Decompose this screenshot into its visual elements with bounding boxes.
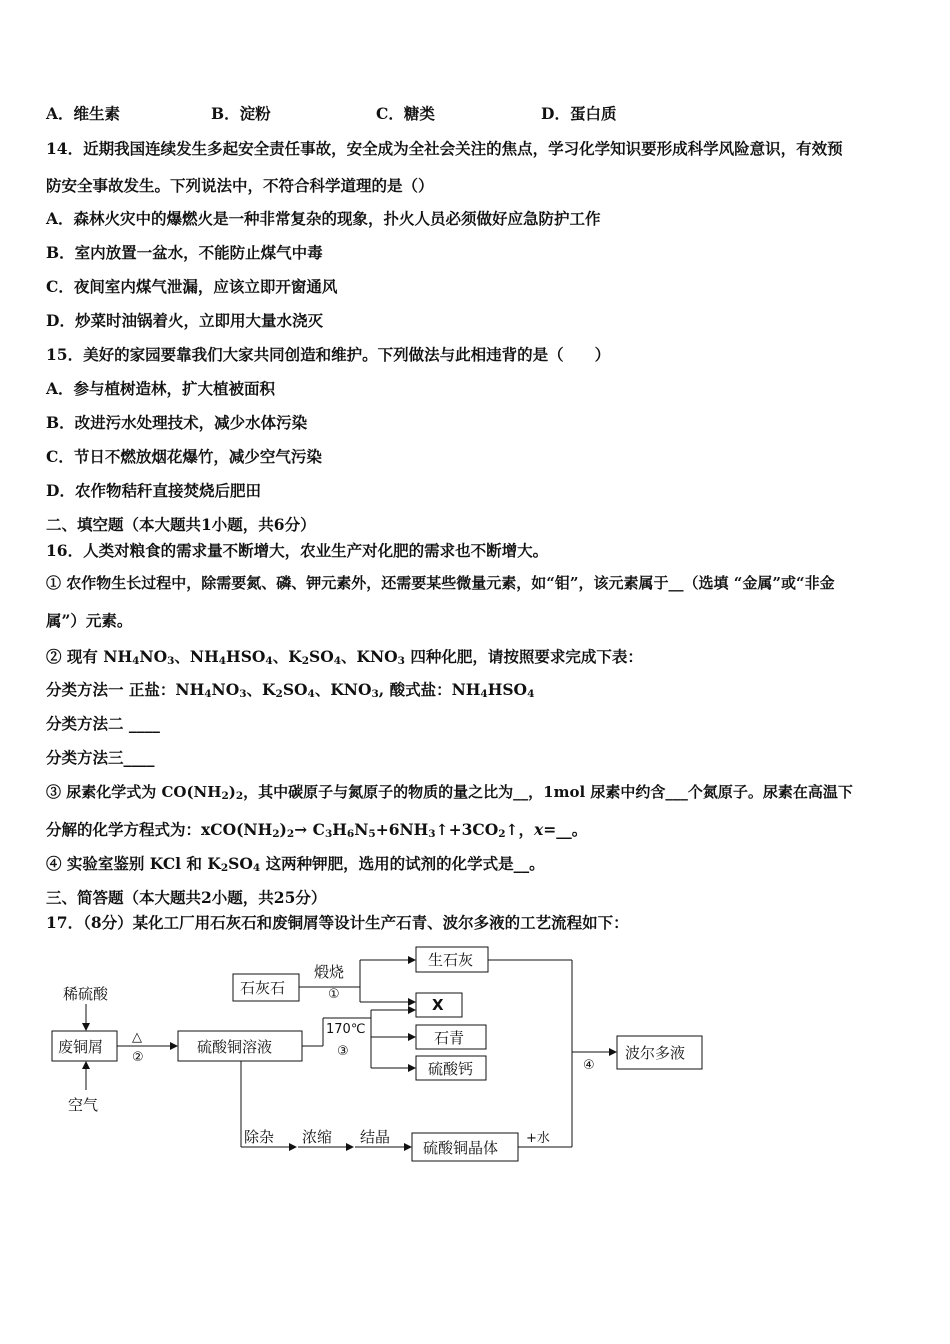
- label-liusuantongjingti: 硫酸铜晶体: [423, 1139, 499, 1157]
- q14-stem-line1: 14．近期我国连续发生多起安全责任事故，安全成为全社会关注的焦点，学习化学知识要形成科学风险意识，有效预: [46, 139, 843, 158]
- q13-option-a: A．维生素: [46, 104, 121, 123]
- label-step2: ②: [132, 1050, 144, 1065]
- label-x: X: [432, 996, 444, 1014]
- q16-part1-line2: 属”）元素。: [46, 611, 133, 630]
- q16-part3-equation: 分解的化学方程式为：xCO(NH2)2→ C3H6N5+6NH3↑+3CO2↑，x=__。: [46, 820, 588, 840]
- label-liusuangai: 硫酸钙: [428, 1060, 474, 1078]
- section-3-heading: 三、简答题（本大题共2小题，共25分）: [46, 888, 327, 907]
- label-shiqing: 石青: [434, 1029, 465, 1047]
- label-shenghuihui: 生石灰: [428, 951, 474, 969]
- q14-option-d: D．炒菜时油锅着火，立即用大量水浇灭: [46, 311, 323, 330]
- label-jiashui: +水: [526, 1131, 550, 1146]
- q15-stem: 15．美好的家园要靠我们大家共同创造和维护。下列做法与此相违背的是（ ）: [46, 345, 611, 364]
- q16-method3: 分类方法三____: [46, 748, 155, 767]
- q16-part4: ④ 实验室鉴别 KCl 和 K2SO4 这两种钾肥，选用的试剂的化学式是__。: [46, 854, 545, 874]
- q15-option-c: C．节日不燃放烟花爆竹，减少空气污染: [46, 447, 322, 466]
- label-delta: △: [132, 1030, 142, 1045]
- process-flow-diagram: [0, 940, 950, 1180]
- q13-option-c: C．糖类: [376, 104, 435, 123]
- q16-method1: 分类方法一 正盐：NH4NO3、K2SO4、KNO3, 酸式盐：NH4HSO4: [46, 680, 535, 700]
- q15-option-d: D．农作物秸秆直接焚烧后肥田: [46, 481, 261, 500]
- q15-option-b: B．改进污水处理技术，减少水体污染: [46, 413, 308, 432]
- label-boerduoye: 波尔多液: [625, 1044, 686, 1062]
- label-jiejing: 结晶: [360, 1128, 391, 1146]
- q14-option-b: B．室内放置一盆水，不能防止煤气中毒: [46, 243, 323, 262]
- q17-stem: 17．（8分）某化工厂用石灰石和废铜屑等设计生产石青、波尔多液的工艺流程如下：: [46, 913, 629, 932]
- label-feitongxie: 废铜屑: [58, 1038, 104, 1056]
- label-chuza: 除杂: [244, 1128, 275, 1146]
- label-kongqi: 空气: [68, 1096, 99, 1114]
- q15-option-a: A．参与植树造林，扩大植被面积: [46, 379, 276, 398]
- q16-part1-line1: ① 农作物生长过程中，除需要氮、磷、钾元素外，还需要某些微量元素，如“钼”，该元素属于__（选填 “金属”或“非金: [46, 574, 835, 592]
- q16-method2: 分类方法二 ____: [46, 714, 160, 733]
- q14-stem-line2: 防安全事故发生。下列说法中，不符合科学道理的是（）: [46, 176, 434, 195]
- label-duanshao: 煅烧: [314, 963, 345, 981]
- q14-option-a: A．森林火灾中的爆燃火是一种非常复杂的现象，扑火人员必须做好应急防护工作: [46, 209, 601, 228]
- q16-stem: 16．人类对粮食的需求量不断增大，农业生产对化肥的需求也不断增大。: [46, 541, 549, 560]
- q13-option-b: B．淀粉: [211, 104, 271, 123]
- label-step1: ①: [328, 987, 340, 1002]
- section-2-heading: 二、填空题（本大题共1小题，共6分）: [46, 515, 316, 534]
- label-shihuishi: 石灰石: [240, 979, 286, 997]
- label-nongsuo: 浓缩: [302, 1128, 333, 1146]
- q13-option-d: D．蛋白质: [541, 104, 617, 123]
- label-step3: ③: [337, 1044, 349, 1059]
- label-liusuantongrongye: 硫酸铜溶液: [197, 1038, 273, 1056]
- label-temp: 170℃: [326, 1022, 366, 1037]
- q16-part2: ② 现有 NH4NO3、NH4HSO4、K2SO4、KNO3 四种化肥，请按照要求完成下表：: [46, 647, 643, 667]
- label-xisuansuan: 稀硫酸: [63, 985, 109, 1003]
- q16-part3-line1: ③ 尿素化学式为 CO(NH2)2，其中碳原子与氮原子的物质的量之比为__，1mol 尿素中约含___个氮原子。尿素在高温下: [46, 783, 853, 802]
- label-step4: ④: [583, 1058, 595, 1073]
- q14-option-c: C．夜间室内煤气泄漏，应该立即开窗通风: [46, 277, 338, 296]
